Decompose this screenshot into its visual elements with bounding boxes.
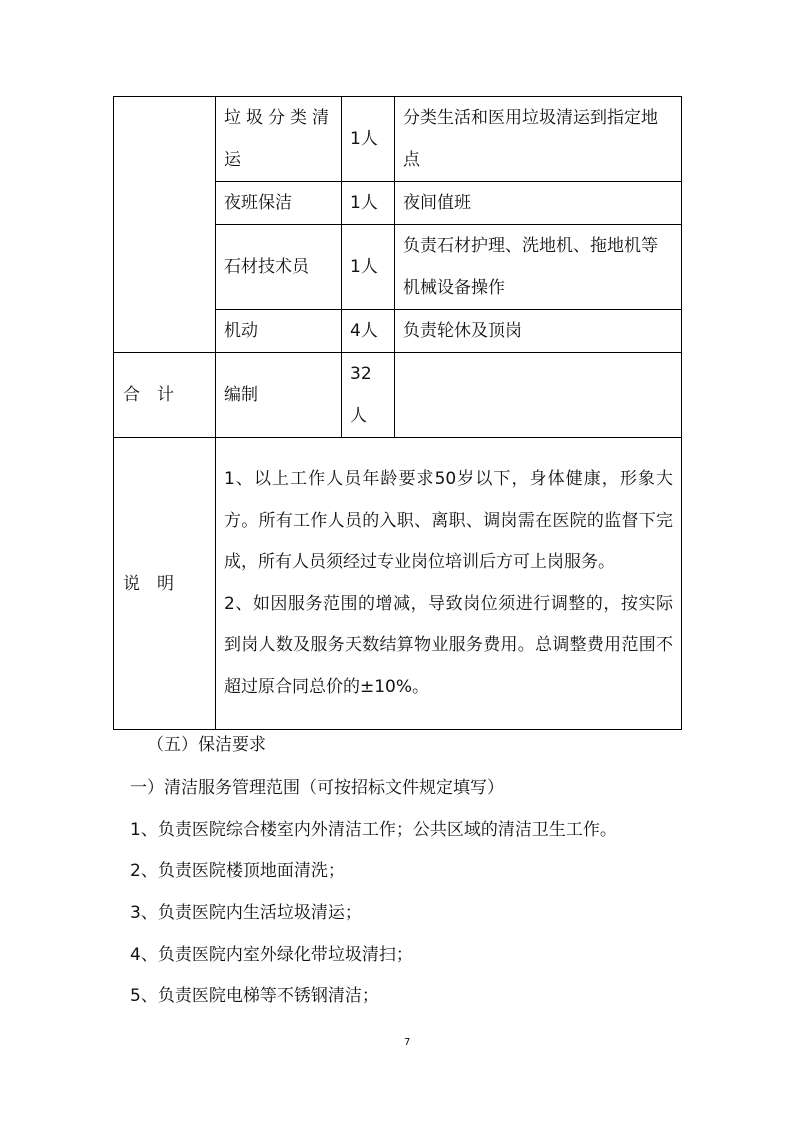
count-cell: 1人 — [342, 97, 395, 182]
notes-row — [114, 438, 682, 730]
count-cell: 1人 — [342, 225, 395, 310]
count-cell: 1人 — [342, 182, 395, 225]
section-heading: （五）保洁要求 — [147, 735, 266, 755]
position-cell: 垃圾分类清运 — [216, 97, 342, 182]
total-row — [114, 353, 682, 438]
section-subheading: 一）清洁服务管理范围（可按招标文件规定填写） — [130, 778, 504, 798]
position-cell: 夜班保洁 — [216, 182, 342, 225]
duty-cell: 分类生活和医用垃圾清运到指定地点 — [395, 97, 682, 182]
table-row — [114, 97, 682, 182]
category-cell — [114, 97, 216, 353]
list-item: 5、负责医院电梯等不锈钢清洁； — [130, 986, 379, 1006]
total-count: 32人 — [342, 353, 395, 438]
page-number: 7 — [404, 1037, 411, 1048]
total-position: 编制 — [216, 353, 342, 438]
note-item: 2、如因服务范围的增减，导致岗位须进行调整的，按实际到岗人数及服务天数结算物业服务费用。总调整费用范围不超过原合同总价的±10%。 — [224, 593, 673, 697]
note-item: 1、以上工作人员年龄要求50岁以下，身体健康，形象大方。所有工作人员的入职、离职、调岗需在医院的监督下完成，所有人员须经过专业岗位培训后方可上岗服务。 — [224, 469, 673, 572]
list-item: 2、负责医院楼顶地面清洗； — [130, 861, 345, 881]
position-cell: 石材技术员 — [216, 225, 342, 310]
list-item: 1、负责医院综合楼室内外清洁工作；公共区域的清洁卫生工作。 — [130, 820, 617, 840]
list-item: 4、负责医院内室外绿化带垃圾清扫； — [130, 945, 413, 965]
list-item: 3、负责医院内生活垃圾清运； — [130, 903, 362, 923]
total-duty — [395, 353, 682, 438]
staffing-table — [113, 96, 682, 730]
duty-cell: 夜间值班 — [395, 182, 682, 225]
duty-cell: 负责石材护理、洗地机、拖地机等机械设备操作 — [395, 225, 682, 310]
total-label: 合 计 — [114, 353, 216, 438]
duty-cell: 负责轮休及顶岗 — [395, 310, 682, 353]
notes-content — [216, 438, 682, 730]
position-cell: 机动 — [216, 310, 342, 353]
notes-label: 说 明 — [114, 438, 216, 730]
count-cell: 4人 — [342, 310, 395, 353]
